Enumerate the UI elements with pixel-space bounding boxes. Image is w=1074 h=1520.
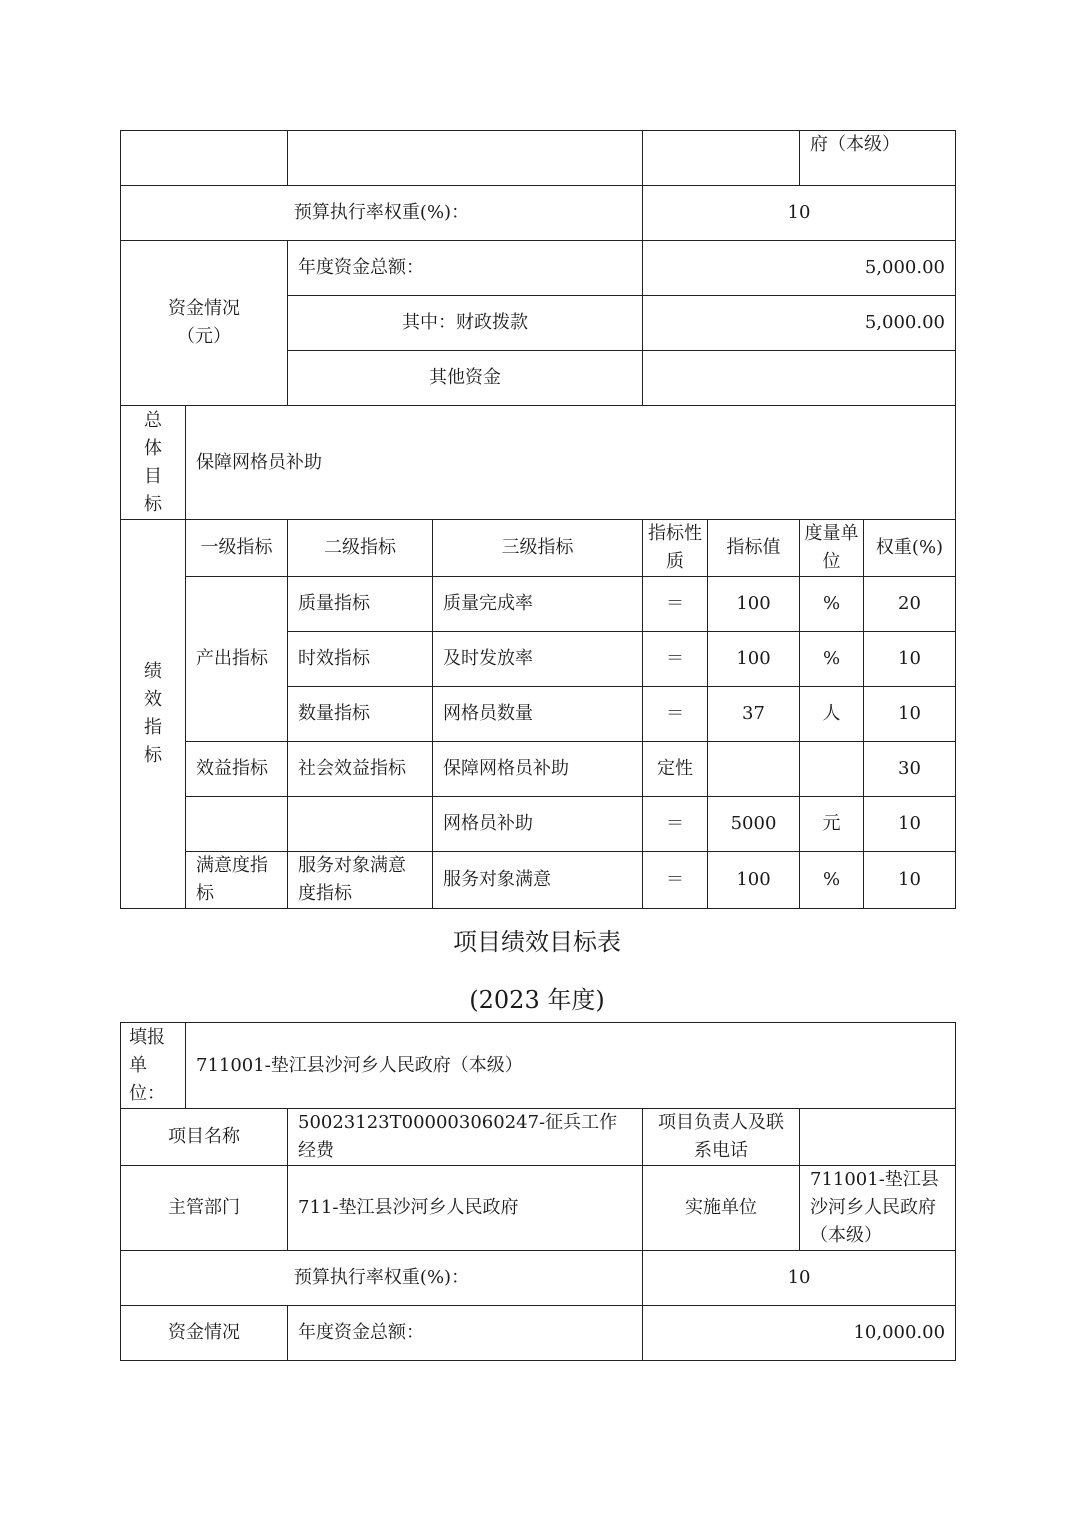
goal-char: 总 [144,409,162,431]
project-name-value: 50023123T000003060247-征兵工作经费 [288,1109,643,1166]
budget-weight-row [121,186,956,241]
unit-cell: 元 [800,797,864,852]
funds-label-line1: 资金情况 [168,298,240,319]
weight-cell: 10 [864,852,956,909]
fiscal-label: 其中：财政拨款 [288,296,643,351]
level2-cell: 时效指标 [288,632,433,687]
continued-row [121,131,956,186]
level3-cell: 网格员补助 [433,797,643,852]
perf-char: 指 [144,717,162,738]
annual-total-value: 10,000.00 [643,1306,956,1361]
weight-cell: 10 [864,632,956,687]
overall-goal-row [121,406,956,520]
contact-value [800,1109,956,1166]
level3-cell: 质量完成率 [433,577,643,632]
impl-label: 实施单位 [643,1166,800,1251]
level2-cell: 社会效益指标 [288,742,433,797]
annual-total-label: 年度资金总额： [288,1306,643,1361]
overall-goal-label [121,406,186,520]
budget-weight-label: 预算执行率权重(%)： [121,186,643,241]
dept-label: 主管部门 [121,1166,288,1251]
unit-cell [800,742,864,797]
nature-cell: ＝ [643,852,708,909]
department-row [121,1166,956,1251]
filler-row [121,1023,956,1109]
level3-cell: 及时发放率 [433,632,643,687]
level3-cell: 网格员数量 [433,687,643,742]
level2-cell: 服务对象满意度指标 [288,852,433,909]
blank-cell [288,131,643,186]
value-cell: 100 [708,852,800,909]
contact-label: 项目负责人及联系电话 [643,1109,800,1166]
unit-cell: % [800,632,864,687]
unit-cell: % [800,577,864,632]
page-title: 项目绩效目标表 [453,928,621,956]
page-year: (2023 年度) [469,986,605,1014]
header-nature: 指标性质 [643,520,708,577]
level2-cell: 数量指标 [288,687,433,742]
level3-cell: 服务对象满意 [433,852,643,909]
perf-char: 标 [144,745,162,766]
other-funds-value [643,351,956,406]
table-row [121,852,956,909]
performance-indicator-label [121,520,186,909]
indicator-header-row [121,520,956,577]
budget-weight-value: 10 [643,186,956,241]
blank-cell [643,131,800,186]
performance-table-continued [120,130,956,909]
level2-cell: 质量指标 [288,577,433,632]
nature-cell: ＝ [643,797,708,852]
perf-char: 绩 [144,661,162,682]
value-cell: 5000 [708,797,800,852]
filler-value: 711001-垫江县沙河乡人民政府（本级） [186,1023,956,1109]
weight-cell: 10 [864,797,956,852]
value-cell: 37 [708,687,800,742]
nature-cell: ＝ [643,577,708,632]
level1-cell: 满意度指标 [186,852,288,909]
unit-cell: 人 [800,687,864,742]
dept-value: 711-垫江县沙河乡人民政府 [288,1166,643,1251]
goal-char: 目 [144,465,162,487]
level3-cell: 保障网格员补助 [433,742,643,797]
nature-cell: 定性 [643,742,708,797]
table-row [121,577,956,632]
weight-cell: 30 [864,742,956,797]
budget-weight-row [121,1251,956,1306]
weight-cell: 10 [864,687,956,742]
blank-cell [121,131,288,186]
project-name-label: 项目名称 [121,1109,288,1166]
header-level1: 一级指标 [186,520,288,577]
header-level3: 三级指标 [433,520,643,577]
funds-label: 资金情况 [121,1306,288,1361]
header-value: 指标值 [708,520,800,577]
level1-cell: 产出指标 [186,577,288,742]
fiscal-value: 5,000.00 [643,296,956,351]
project-info-table [120,1022,956,1361]
annual-total-label: 年度资金总额： [288,241,643,296]
funds-label-line2: （元） [177,326,231,347]
budget-weight-label: 预算执行率权重(%)： [121,1251,643,1306]
impl-value: 711001-垫江县沙河乡人民政府（本级） [800,1166,956,1251]
unit-cell: % [800,852,864,909]
impl-unit-continued: 府（本级） [800,131,956,186]
weight-cell: 20 [864,577,956,632]
annual-total-value: 5,000.00 [643,241,956,296]
table-row [121,742,956,797]
funds-label [121,241,288,406]
value-cell [708,742,800,797]
value-cell: 100 [708,577,800,632]
funds-total-row [121,241,956,296]
goal-char: 体 [144,437,162,459]
project-name-row [121,1109,956,1166]
perf-char: 效 [144,689,162,710]
header-unit: 度量单位 [800,520,864,577]
nature-cell: ＝ [643,687,708,742]
table-row [121,797,956,852]
level1-cell [186,797,288,852]
overall-goal-text: 保障网格员补助 [186,406,956,520]
header-weight: 权重(%) [864,520,956,577]
funds-row [121,1306,956,1361]
filler-label: 填报单位： [121,1023,186,1109]
header-level2: 二级指标 [288,520,433,577]
value-cell: 100 [708,632,800,687]
budget-weight-value: 10 [643,1251,956,1306]
other-funds-label: 其他资金 [288,351,643,406]
level1-cell: 效益指标 [186,742,288,797]
nature-cell: ＝ [643,632,708,687]
level2-cell [288,797,433,852]
goal-char: 标 [144,493,162,515]
